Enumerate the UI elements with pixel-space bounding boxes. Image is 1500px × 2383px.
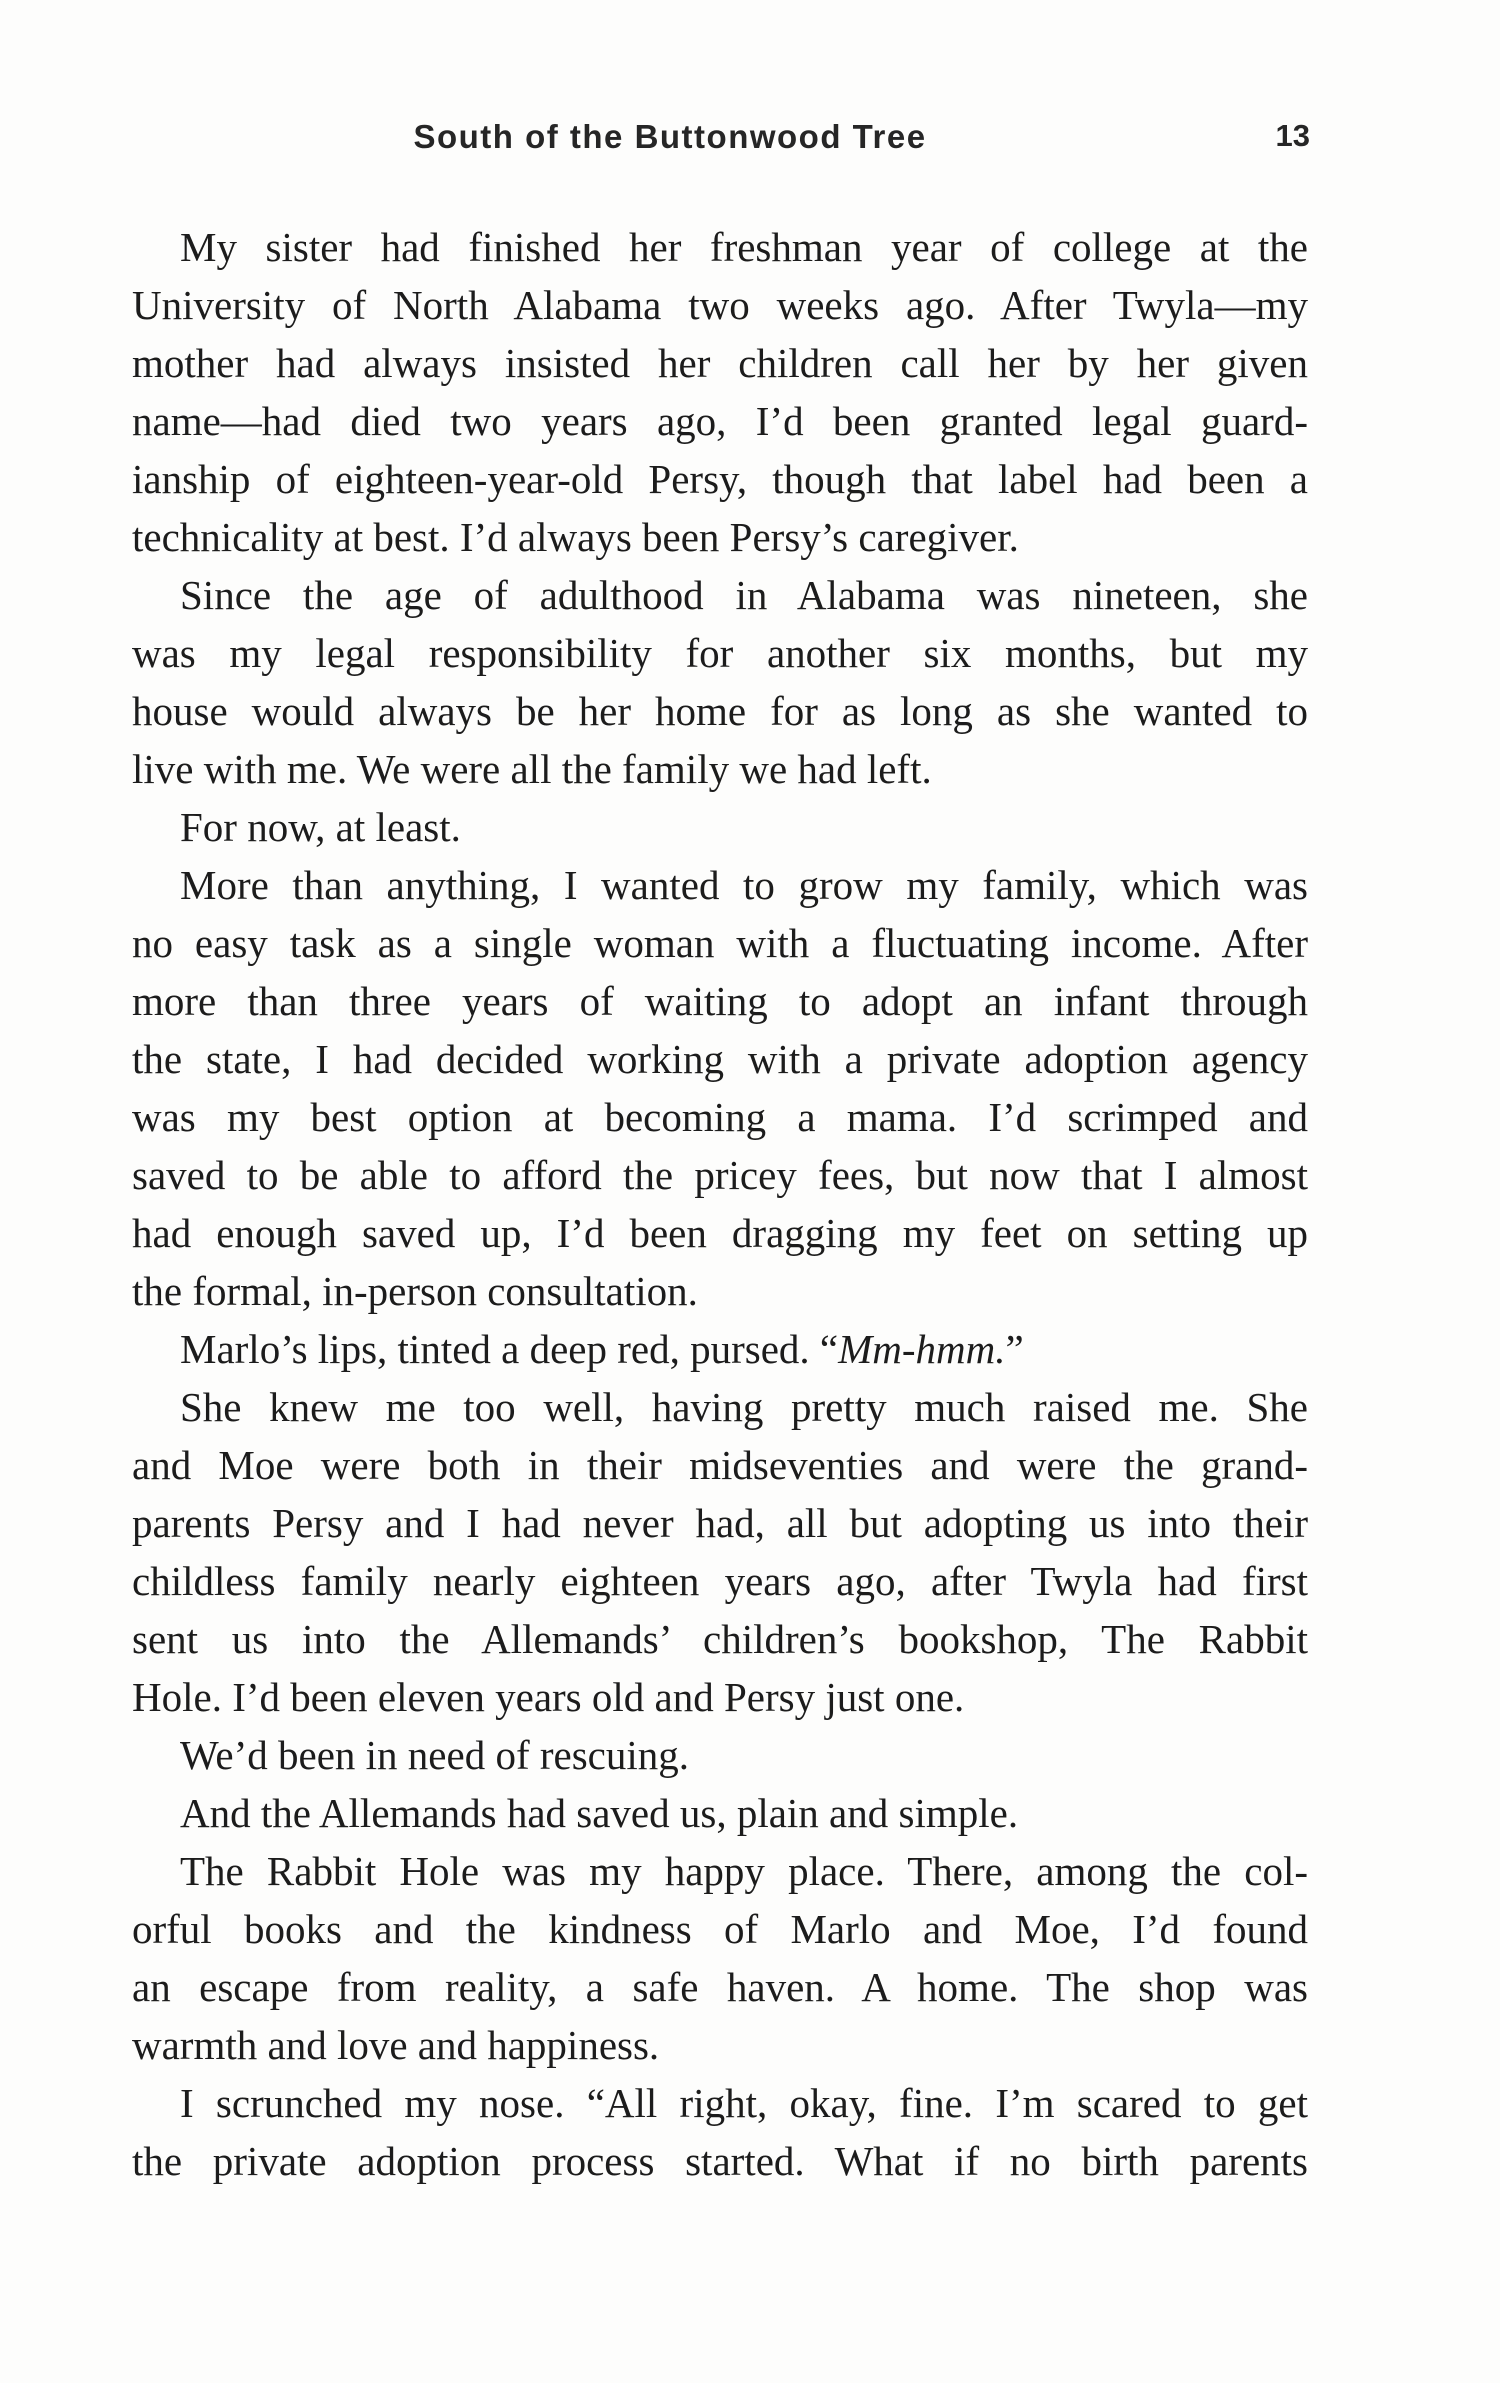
- text-line: We’d been in need of rescuing.: [180, 1732, 689, 1778]
- text-line: For now, at least.: [180, 804, 461, 850]
- text-line: She knew me too well, having pretty much raised me. She: [180, 1384, 1308, 1430]
- running-head: [170, 118, 1310, 158]
- page-number: 13: [1275, 118, 1310, 153]
- text-line: an escape from reality, a safe haven. A home. The shop was: [132, 1964, 1308, 2010]
- text-line: And the Allemands had saved us, plain and simple.: [180, 1790, 1019, 1836]
- text-line: saved to be able to afford the pricey fees, but now that I almost: [132, 1152, 1308, 1198]
- text-line: ianship of eighteen-year-old Persy, though that label had been a: [132, 456, 1308, 502]
- text-line: Since the age of adulthood in Alabama was nineteen, she: [180, 572, 1308, 618]
- text-line: and Moe were both in their midseventies and were the grand-: [132, 1442, 1308, 1488]
- text-line: live with me. We were all the family we had left.: [132, 746, 932, 792]
- dialogue-close-quote: ”: [1005, 1326, 1024, 1372]
- text-line: The Rabbit Hole was my happy place. There, among the col-: [180, 1848, 1308, 1894]
- text-line: was my best option at becoming a mama. I’d scrimped and: [132, 1094, 1308, 1140]
- text-line: Hole. I’d been eleven years old and Persy just one.: [132, 1674, 965, 1720]
- dialogue-lead: Marlo’s lips, tinted a deep red, pursed. “: [180, 1326, 839, 1372]
- text-line-dialogue: [132, 1320, 1308, 1378]
- text-line: the formal, in-person consultation.: [132, 1268, 698, 1314]
- text-line: More than anything, I wanted to grow my family, which was: [180, 862, 1308, 908]
- text-line: house would always be her home for as long as she wanted to: [132, 688, 1308, 734]
- text-line: had enough saved up, I’d been dragging my feet on setting up: [132, 1210, 1308, 1256]
- text-line: childless family nearly eighteen years ago, after Twyla had first: [132, 1558, 1308, 1604]
- text-line: University of North Alabama two weeks ago. After Twyla—my: [132, 282, 1308, 328]
- text-line: orful books and the kindness of Marlo and Moe, I’d found: [132, 1906, 1308, 1952]
- text-line: warmth and love and happiness.: [132, 2022, 660, 2068]
- text-line: mother had always insisted her children call her by her given: [132, 340, 1308, 386]
- text-line: I scrunched my nose. “All right, okay, fine. I’m scared to get: [180, 2080, 1308, 2126]
- text-line: more than three years of waiting to adopt an infant through: [132, 978, 1308, 1024]
- text-line: technicality at best. I’d always been Persy’s caregiver.: [132, 514, 1019, 560]
- text-line: parents Persy and I had never had, all but adopting us into their: [132, 1500, 1308, 1546]
- text-line: was my legal responsibility for another six months, but my: [132, 630, 1308, 676]
- text-line: sent us into the Allemands’ children’s bookshop, The Rabbit: [132, 1616, 1308, 1662]
- text-line: the state, I had decided working with a private adoption agency: [132, 1036, 1308, 1082]
- text-line: no easy task as a single woman with a fluctuating income. After: [132, 920, 1308, 966]
- running-title: South of the Buttonwood Tree: [413, 118, 927, 155]
- text-line: My sister had finished her freshman year of college at the: [180, 224, 1308, 270]
- dialogue-italic: Mm-hmm.: [838, 1326, 1006, 1372]
- text-line: the private adoption process started. What if no birth parents: [132, 2138, 1308, 2184]
- body-text: [132, 218, 1308, 2190]
- text-line: name—had died two years ago, I’d been granted legal guard-: [132, 398, 1308, 444]
